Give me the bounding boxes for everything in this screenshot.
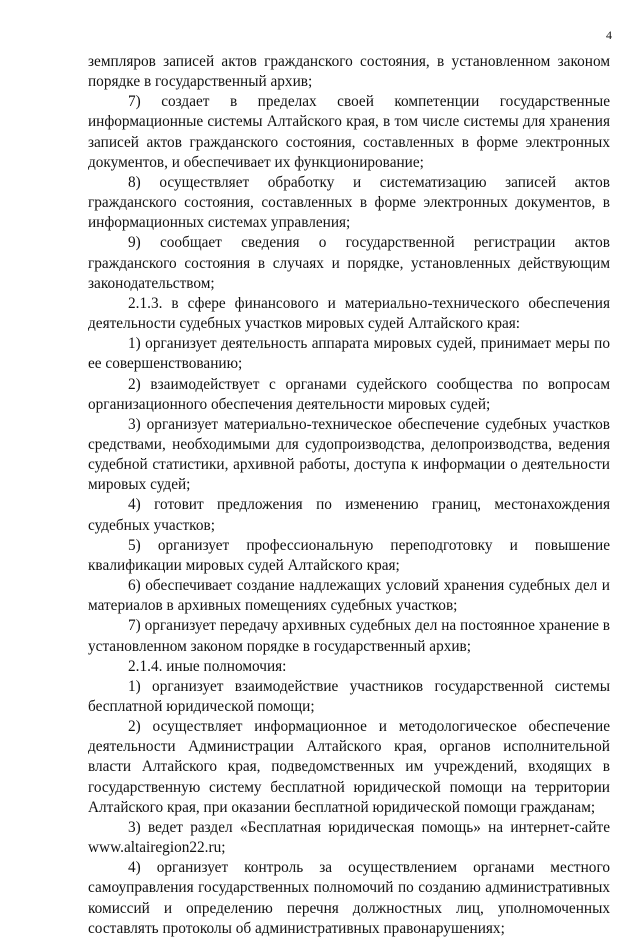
paragraph: 1) организует деятельность аппарата мировых судей, принимает меры по ее совершенствованию; — [88, 335, 610, 373]
page-number: 4 — [606, 28, 612, 42]
paragraph: 2) осуществляет информационное и методологическое обеспечение деятельности Администрации Алтайского края, органов исполнительной власти Алтайского края, подведомственных им учреждений, входящих в государственную систему бесплатной юридической помощи на территории Алтайского края, при оказании бесплатной юридической помощи гражданам; — [88, 718, 610, 816]
section-heading: 2.1.3. в сфере финансового и материально-технического обеспечения деятельности судебных участков мировых судей Алтайского края: — [88, 294, 610, 333]
paragraph: 3) ведет раздел «Бесплатная юридическая помощь» на интернет-сайте www.altairegion22.ru; — [88, 818, 610, 857]
paragraph: 7) создает в пределах своей компетенции государственные информационные системы Алтайского края, в том числе системы для хранения записей актов гражданского состояния, составленных в форме электронных документов, и обеспечивает их функционирование; — [88, 93, 610, 171]
paragraph: 2) взаимодействует с органами судейского сообщества по вопросам организационного обеспечения деятельности мировых судей; — [88, 375, 610, 413]
paragraph: 4) организует контроль за осуществлением органами местного самоуправления государственных полномочий по созданию административных комиссий и определению перечня должностных лиц, уполномоченных составлять протоколы об административных правонарушениях; — [88, 859, 610, 937]
paragraph: 4) готовит предложения по изменению границ, местонахождения судебных участков; — [88, 496, 610, 534]
paragraph: 5) организует профессиональную переподготовку и повышение квалификации мировых судей Алтайского края; — [88, 536, 610, 574]
paragraph: 9) сообщает сведения о государственной регистрации актов гражданского состояния в случаях и порядке, установленных действующим законодательством; — [88, 234, 610, 292]
section-heading: 2.1.4. иные полномочия: — [128, 657, 287, 675]
paragraph: 8) осуществляет обработку и систематизацию записей актов гражданского состояния, составленных в форме электронных документов, в информационных системах управления; — [88, 173, 610, 232]
paragraph: 1) организует взаимодействие участников государственной системы бесплатной юридической помощи; — [88, 677, 610, 715]
document-body — [88, 52, 610, 939]
paragraph: 3) организует материально-техническое обеспечение судебных участков средствами, необходимыми для судопроизводства, делопроизводства, ведения судебной статистики, архивной работы, доступа к информации о деятельности мировых судей; — [88, 415, 610, 494]
paragraph: 7) организует передачу архивных судебных дел на постоянное хранение в установленном законом порядке в государственный архив; — [88, 617, 610, 655]
paragraph: земпляров записей актов гражданского состояния, в установленном законом порядке в государственный архив; — [88, 53, 610, 91]
paragraph: 6) обеспечивает создание надлежащих условий хранения судебных дел и материалов в архивных помещениях судебных участков; — [88, 577, 610, 615]
